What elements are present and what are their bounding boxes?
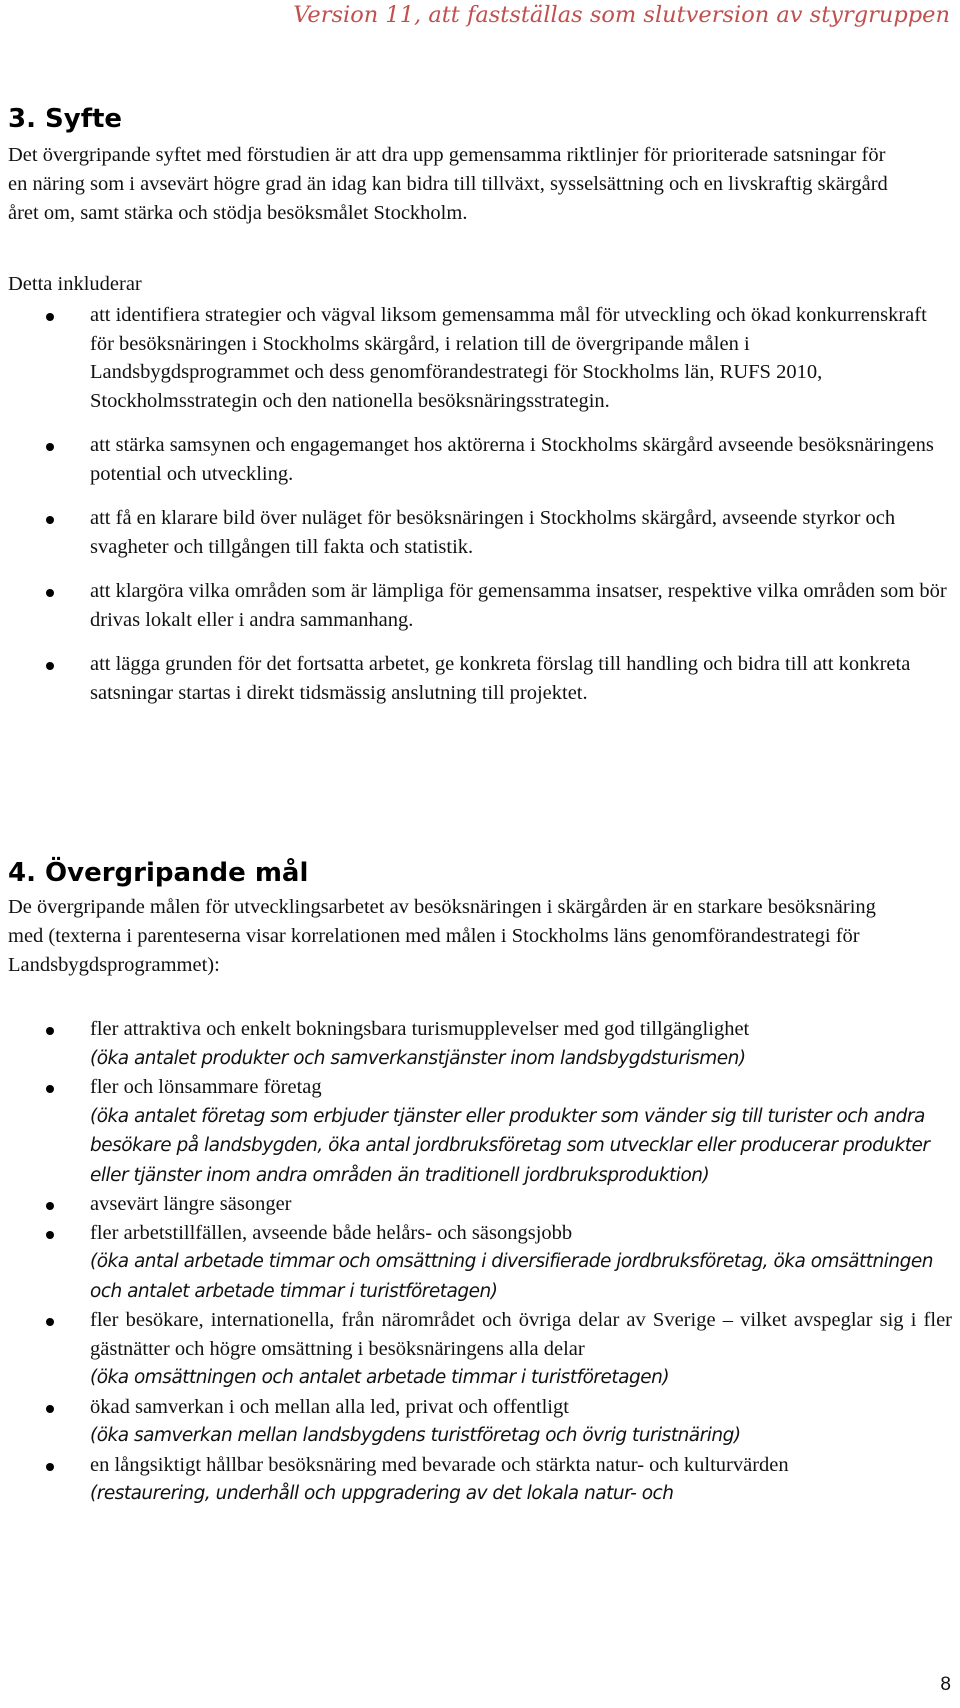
list-item-text: att få en klarare bild över nuläget för besöksnäringen i Stockholms skärgård, avseende styrkor och svagheter och tillgången till fakta och statistik.	[90, 507, 896, 558]
bullet-icon	[46, 1463, 54, 1471]
section-3-intro: Detta inkluderar	[8, 273, 142, 295]
list-item	[0, 301, 960, 415]
bullet-icon	[46, 1027, 54, 1035]
goal-text: ökad samverkan i och mellan alla led, privat och offentligt	[90, 1395, 569, 1418]
bullet-icon	[46, 1231, 54, 1239]
list-item	[0, 1015, 960, 1073]
list-item-text: att identifiera strategier och vägval liksom gemensamma mål för utveckling och ökad konkurrenskraft för besöksnäringen i Stockholms skärgård, i relation till de övergripande målen i Landsbygdsprogrammet och dess genomförandestrategi för Stockholms län, RUFS 2010, Stockholmsstrategin och den nationella besöksnäringsstrategin.	[90, 304, 927, 412]
bullet-icon	[46, 1085, 54, 1093]
bullet-icon	[46, 1318, 54, 1326]
purpose-list	[0, 301, 960, 723]
list-item	[0, 431, 960, 488]
section-4-heading: 4. Övergripande mål	[8, 858, 309, 888]
goals-list	[0, 1015, 960, 1509]
bullet-icon	[46, 516, 54, 524]
bullet-icon	[46, 313, 54, 321]
goal-text: avsevärt längre säsonger	[90, 1193, 292, 1215]
goal-text: fler attraktiva och enkelt bokningsbara turismupplevelser med god tillgänglighet	[90, 1018, 750, 1040]
list-item	[0, 1306, 960, 1393]
section-3-heading: 3. Syfte	[8, 104, 123, 134]
goal-note: (öka antal arbetade timmar och omsättning i diversifierade jordbruksföretag, öka omsättningen och antalet arbetade timmar i turistföretagen)	[90, 1251, 933, 1302]
list-item	[0, 1073, 960, 1190]
goal-text: fler arbetstillfällen, avseende både helårs- och säsongsjobb	[90, 1221, 573, 1244]
list-item	[0, 1219, 960, 1307]
list-item-text: att lägga grunden för det fortsatta arbetet, ge konkreta förslag till handling och bidra till att konkreta satsningar startas i direkt tidsmässig anslutning till projektet.	[90, 653, 911, 704]
goal-text: fler besökare, internationella, från närområdet och övriga delar av Sverige – vilket avspeglar sig i fler gästnätter och högre omsättning i besöksnäringens alla delar	[90, 1309, 952, 1360]
goal-note: (öka antalet företag som erbjuder tjänster eller produkter som vänder sig till turister och andra besökare på landsbygden, öka antal jordbruksföretag som utvecklar eller producerar produkter eller tjänster inom andra områden än traditionell jordbruksproduktion)	[90, 1105, 930, 1186]
goal-note: (öka omsättningen och antalet arbetade timmar i turistföretagen)	[90, 1367, 670, 1388]
goal-note: (öka antalet produkter och samverkanstjänster inom landsbygdsturismen)	[90, 1047, 746, 1069]
goal-text: fler och lönsammare företag	[90, 1076, 322, 1098]
list-item-text: att stärka samsynen och engagemanget hos aktörerna i Stockholms skärgård avseende besöksnäringens potential och utveckling.	[90, 434, 934, 485]
section-3-paragraph: Det övergripande syftet med förstudien är att dra upp gemensamma riktlinjer för prioriterade satsningar för en näring som i avsevärt högre grad än idag kan bidra till tillväxt, sysselsättning och en livskraftig skärgård året om, samt stärka och stödja besöksmålet Stockholm.	[8, 144, 888, 224]
page-number: 8	[940, 1674, 951, 1695]
goal-note: (öka samverkan mellan landsbygdens turistföretag och övrig turistnäring)	[90, 1425, 741, 1446]
list-item	[0, 1190, 960, 1219]
goal-note: (restaurering, underhåll och uppgradering av det lokala natur- och	[90, 1483, 674, 1504]
document-header: Version 11, att fastställas som slutversion av styrgruppen	[293, 2, 950, 28]
list-item	[0, 504, 960, 561]
bullet-icon	[46, 1202, 54, 1210]
list-item	[0, 1451, 960, 1509]
section-4-paragraph: De övergripande målen för utvecklingsarbetet av besöksnäringen i skärgården är en starkare besöksnäring med (texterna i parenteserna visar korrelationen med målen i Stockholms läns genomförandestrategi för Landsbygdsprogrammet):	[8, 896, 876, 976]
bullet-icon	[46, 662, 54, 670]
bullet-icon	[46, 1405, 54, 1413]
goal-text: en långsiktigt hållbar besöksnäring med bevarade och stärkta natur- och kulturvärden	[90, 1453, 789, 1476]
list-item	[0, 577, 960, 634]
bullet-icon	[46, 443, 54, 451]
bullet-icon	[46, 589, 54, 597]
list-item	[0, 650, 960, 707]
list-item	[0, 1393, 960, 1451]
list-item-text: att klargöra vilka områden som är lämpliga för gemensamma insatser, respektive vilka områden som bör drivas lokalt eller i andra sammanhang.	[90, 580, 947, 631]
